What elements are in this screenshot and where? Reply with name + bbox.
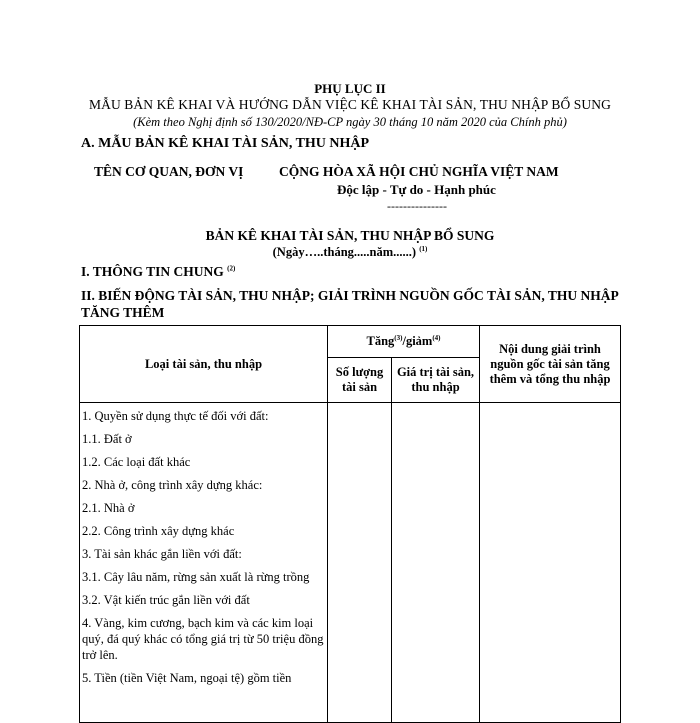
agency-name: TÊN CƠ QUAN, ĐƠN VỊ	[94, 164, 244, 179]
header-explanation: Nội dung giải trình nguồn gốc tài sản tăng thêm và tổng thu nhập	[480, 326, 621, 403]
asset-type-cell	[80, 403, 328, 723]
decree-reference: (Kèm theo Nghị định số 130/2020/NĐ-CP ngày 30 tháng 10 năm 2020 của Chính phủ)	[133, 115, 567, 129]
asset-row-label: 5. Tiền (tiền Việt Nam, ngoại tệ) gồm tiền	[82, 671, 292, 685]
asset-row-label: 1.1. Đất ở	[82, 432, 132, 446]
footnote-ref: (1)	[419, 244, 428, 253]
asset-row-label: 4. Vàng, kim cương, bạch kim và các kim loại quý, đá quý khác có tổng giá trị từ 50 triệu đồng trở lên.	[82, 616, 324, 662]
form-title: BẢN KÊ KHAI TÀI SẢN, THU NHẬP BỔ SUNG	[205, 228, 495, 243]
quantity-cell[interactable]	[328, 403, 392, 723]
asset-row-label: 3. Tài sản khác gắn liền với đất:	[82, 547, 242, 561]
asset-row-label: 3.1. Cây lâu năm, rừng sản xuất là rừng trồng	[82, 570, 310, 584]
asset-list	[80, 403, 327, 695]
footnote-ref: (3)	[394, 333, 403, 342]
footnote-ref: (2)	[227, 264, 236, 273]
asset-change-table	[79, 325, 621, 723]
header-increase-decrease	[328, 326, 480, 358]
asset-row-label: 2.1. Nhà ở	[82, 501, 135, 515]
appendix-heading: PHỤ LỤC II	[314, 81, 386, 96]
header-increase-label: Tăng	[366, 334, 395, 348]
section-a-heading: A. MẪU BẢN KÊ KHAI TÀI SẢN, THU NHẬP	[81, 136, 370, 151]
form-date-text: (Ngày…..tháng.....năm......)	[272, 245, 417, 259]
section-1-text: I. THÔNG TIN CHUNG	[81, 264, 224, 279]
asset-row-label: 2.2. Công trình xây dựng khác	[82, 524, 235, 538]
asset-row-label: 2. Nhà ở, công trình xây dựng khác:	[82, 478, 263, 492]
header-asset-type: Loại tài sản, thu nhập	[80, 326, 328, 403]
header-decrease-label: /giảm	[402, 334, 433, 348]
national-motto: Độc lập - Tự do - Hạnh phúc	[337, 182, 496, 197]
section-2-heading: II. BIẾN ĐỘNG TÀI SẢN, THU NHẬP; GIẢI TRÌNH NGUỒN GỐC TÀI SẢN, THU NHẬP TĂNG THÊM	[81, 288, 618, 320]
explanation-cell[interactable]	[480, 403, 621, 723]
asset-row-label: 3.2. Vật kiến trúc gắn liền với đất	[82, 593, 250, 607]
separator-line: ---------------	[387, 199, 447, 213]
form-date	[0, 245, 700, 260]
header-quantity: Số lượng tài sản	[328, 358, 392, 403]
value-cell[interactable]	[392, 403, 480, 723]
form-subtitle: MẪU BẢN KÊ KHAI VÀ HƯỚNG DẪN VIỆC KÊ KHAI TÀI SẢN, THU NHẬP BỔ SUNG	[89, 97, 611, 112]
asset-row-label: 1.2. Các loại đất khác	[82, 455, 191, 469]
header-value: Giá trị tài sản, thu nhập	[392, 358, 480, 403]
section-1-heading	[81, 264, 235, 280]
footnote-ref: (4)	[432, 333, 441, 342]
national-title: CỘNG HÒA XÃ HỘI CHỦ NGHĨA VIỆT NAM	[279, 164, 559, 179]
asset-row-label: 1. Quyền sử dụng thực tế đối với đất:	[82, 409, 269, 423]
